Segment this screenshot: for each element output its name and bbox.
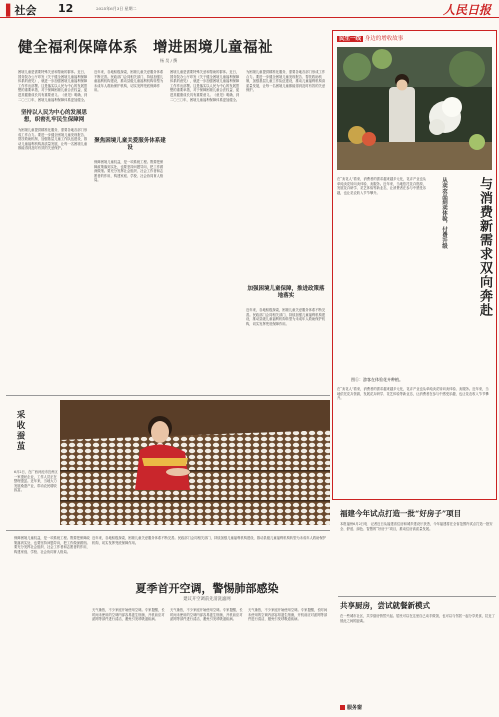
- feature-subtitle: 身边的增收故事: [364, 36, 404, 42]
- flower-market-photo-image: [337, 47, 492, 170]
- lower-body-col-3: 天气渐热，不少家庭开始使用空调。专家提醒，长时间未使用的空调内部容易滋生细菌，开机前应对滤网等部件进行清洁，避免引发呼吸道疾病。: [248, 608, 328, 622]
- lower-body-col-1: 天气渐热，不少家庭开始使用空调。专家提醒，长时间未使用的空调内部容易滋生细菌，开机前应对滤网等部件进行清洁，避免引发呼吸道疾病。: [92, 608, 165, 622]
- main-subhead-1: 坚持以人民为中心的发展思想，织密扎牢民生保障网: [20, 110, 87, 123]
- lower-body-col-2: 天气渐热，不少家庭开始使用空调。专家提醒，长时间未使用的空调内部容易滋生细菌，开机前应对滤网等部件进行清洁，避免引发呼吸道疾病。: [170, 608, 243, 622]
- main-subhead-2: 聚焦困境儿童关爱服务体系建设: [94, 138, 166, 151]
- main-body-col-1a: 困境儿童是需要特殊关爱和帮助的群体。近日，国务院办公厅印发《关于健全困境儿童福利保障体系的意见》，就进一步加强困境儿童福利保障工作作出部署。这是落实以人民为中心的发展思想的重要举措，对于保障困境儿童合法权益、促进其健康成长具有重要意义。《意见》明确，到二〇三〇年，困境儿童福利保障体系更加健全。: [18, 70, 88, 102]
- divider-photo: [6, 530, 330, 531]
- main-body-col-3: 困境儿童是需要特殊关爱和帮助的群体。近日，国务院办公厅印发《关于健全困境儿童福利保障体系的意见》，就进一步加强困境儿童福利保障工作作出部署。这是落实以人民为中心的发展思想的重要举措，对于保障困境儿童合法权益、促进其健康成长具有重要意义。《意见》明确，到二〇三〇年，困境儿童福利保障体系更加健全。: [170, 70, 240, 102]
- page-number: 12: [58, 2, 74, 15]
- newspaper-logo: 人民日报: [442, 3, 491, 17]
- feature-body-col-1: 在“卖花人”看来，消费者的需求越来越多元化，花卉产业也从单纯卖花转向卖体验、卖服务。近年来，当地依托花卉资源，发展花卉研学、花艺体验等新业态，让消费者在参与中感受乐趣，也让花农收入节节攀升。: [337, 177, 427, 195]
- divider-main: [6, 395, 330, 396]
- right-lower-headline-2: 共享厨房，尝试就餐新模式: [340, 601, 430, 610]
- flower-market-photo: [337, 47, 492, 170]
- feature-tag: 民生一线: [339, 36, 362, 42]
- feature-photo-caption: 图①：游客在体验花卉种植。: [351, 377, 403, 382]
- issue-date: 2025年6月3日 星期二: [96, 6, 137, 11]
- main-body-col-2a: 近年来，各地积极探索，困境儿童关爱服务体系不断完善。民政部门会同相关部门，持续加强儿童福利机构建设，推动县级儿童福利机构转型为未成年人救助保护机构，切实发挥兜底保障作用。: [94, 70, 164, 93]
- lower-deck: 建议开空调前先清洗滤网: [183, 597, 231, 602]
- main-body-col-4a: 为困境儿童提供精准化服务，需要各地各部门形成工作合力。要进一步健全困境儿童发现报告、帮扶救助机制，加强基层儿童工作队伍建设，推动儿童福利机构高质量发展，让每一名困境儿童都能得到及时有效的关爱保护。: [246, 70, 326, 93]
- main-subhead-3: 加强困境儿童保障，推进政策落地落实: [247, 286, 325, 299]
- right-lower-body-1: 本报福州6月2日电 记者近日从福建省住房和城乡建设厅获悉，今年福建将在全省范围内试点打造一批安全、舒适、绿色、智慧的“好房子”项目，推动住房高质量发展。: [340, 522, 493, 531]
- feature-body-col-2: 在“卖花人”看来，消费者的需求越来越多元化，花卉产业也从单纯卖花转向卖体验、卖服务。近年来，当地依托花卉资源，发展花卉研学、花艺体验等新业态，让消费者在参与中感受乐趣，也让花农收入节节攀升。: [337, 387, 489, 401]
- main-body-col-1b: 为困境儿童提供精准化服务，需要各地各部门形成工作合力。要进一步健全困境儿童发现报告、帮扶救助机制，加强基层儿童工作队伍建设，推动儿童福利机构高质量发展，让每一名困境儿童都能得到及时有效的关爱保护。: [18, 128, 88, 151]
- page-masthead: [0, 0, 499, 18]
- page-footer: 服务窗: [340, 704, 490, 711]
- right-lower-headline-1: 福建今年试点打造一批“好房子”项目: [340, 509, 462, 518]
- main-body-col-2b: 保障困境儿童权益，是一项系统工程。既要把保障政策落到实处，也要坚持问题导向，把工作做深做细。要充分发挥社会组织、社会工作者和志愿者的作用，构建家庭、学校、社会协同育人格局。: [94, 160, 164, 183]
- feature-deck: 从卖农品到卖体验，付费升级: [441, 177, 447, 249]
- silk-cocoon-photo: [60, 400, 330, 525]
- silk-cocoon-photo-image: [60, 400, 330, 525]
- main-headline: 健全福利保障体系 增进困境儿童福祉: [18, 39, 273, 56]
- left-lower-body: 保障困境儿童权益，是一项系统工程。既要把保障政策落到实处，也要坚持问题导向，把工作做深做细。要充分发挥社会组织、社会工作者和志愿者的作用，构建家庭、学校、社会协同育人格局。: [14, 536, 90, 554]
- main-byline: 杨 昊 / 撰: [160, 58, 178, 63]
- footer-marker-icon: [340, 705, 345, 710]
- photo-caption-body: 6月2日，在广西河池市宜州区一家蚕丝企业，工作人员正在整理蚕茧。近年来，当地大力发展桑蚕产业，带动农民增收致富。: [14, 470, 58, 492]
- feature-title: 与消费新需求双向奔赴: [477, 177, 492, 317]
- main-body-col-4b: 近年来，各地积极探索，困境儿童关爱服务体系不断完善。民政部门会同相关部门，持续加强儿童福利机构建设，推动县级儿童福利机构转型为未成年人救助保护机构，切实发挥兜底保障作用。: [246, 308, 326, 326]
- feature-panel: [332, 30, 497, 500]
- section-label: ▌社会: [6, 4, 37, 17]
- right-lower-body-2: 在一些城市社区，共享厨房悄然兴起。居民可以在这里自己动手做饭，也可以与邻居一起分享美食，拉近了彼此之间的距离。: [340, 614, 495, 623]
- photo-caption-title: 采收蚕茧: [15, 410, 25, 452]
- lower-headline: 夏季首开空调，警惕肺部感染: [135, 582, 279, 595]
- feature-panel-header: [337, 35, 492, 44]
- lower-intro: 近年来，各地积极探索，困境儿童关爱服务体系不断完善。民政部门会同相关部门，持续加强儿童福利机构建设，推动县级儿童福利机构转型为未成年人救助保护机构，切实发挥兜底保障作用。: [92, 536, 327, 545]
- divider-right: [338, 596, 496, 597]
